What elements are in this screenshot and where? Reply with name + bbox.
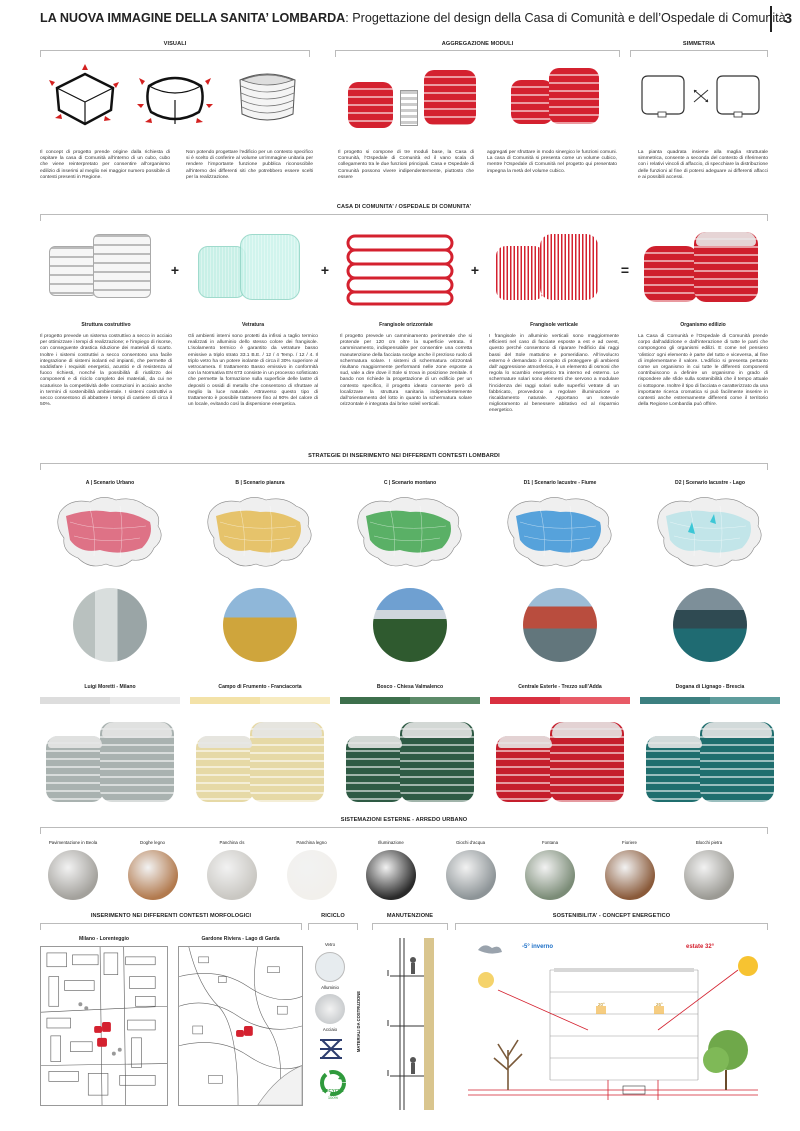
riciclo-alluminio-image <box>315 994 345 1024</box>
bracket-inserimento <box>40 923 302 929</box>
label-frangisole-orizzontale: Frangisole orizzontale <box>379 322 433 328</box>
scenario-title: D2 | Scenario lacustre - Lago <box>675 480 745 486</box>
section-riciclo: RICICLO <box>321 913 345 919</box>
section-sostenibilita: SOSTENIBILITA’ - CONCEPT ENERGETICO <box>552 913 671 919</box>
furniture-image <box>48 850 98 900</box>
visuali-text-2: Non potendo progettare l’edificio per un contesto specifico si è scelto di conferire al volume un’immagine unitaria per rendere l’importante funzione pubblica riconoscibile all’interno dei differenti siti che potrebbero essere scelti per la realizzazione. <box>186 150 313 180</box>
section-strategie: STRATEGIE DI INSERIMENTO NEI DIFFERENTI CONTESTI LOMBARDI <box>308 453 500 459</box>
bracket-simmetria <box>630 50 768 56</box>
text-vetratura: Gli ambienti interni sono protetti da infissi a taglio termico realizzati in alluminio dello stesso colore dei frangisole. L’isolamento termico è garantito da vetrature basso emissive a triplo strato 33.1 B.E. / 12 / 4 Temp. / 12 / 4. Il triplo vetro ha un potere isolante di circa il 30% superiore al vetrocamera. Il trattamento Basso emissivo in conformità con la Normativa EN 673 consiste in un processo sofisticato che permette la formazione sulla superficie delle lastre di depositi o ossidi di metallo che consentono di sfruttare al meglio la luce naturale. Attraverso questo tipo di trattamento è possibile trattenere fino al 90% del calore di un locale, evitando così la dispersione energetica. <box>188 334 318 408</box>
label-organismo: Organismo edilizio <box>680 322 726 328</box>
color-swatch <box>560 697 630 704</box>
simmetria-plans <box>638 72 763 120</box>
riciclo-acciaio-image <box>318 1036 344 1062</box>
scenario-title: D1 | Scenario lacustre - Fiume <box>523 480 597 486</box>
furniture-label: Panchina cls <box>219 840 245 845</box>
bracket-manutenzione <box>372 923 448 929</box>
section-manutenzione: MANUTENZIONE <box>386 913 434 919</box>
scenario-building <box>194 714 328 806</box>
section-casa: CASA DI COMUNITA’ / OSPEDALE DI COMUNITA’ <box>336 204 472 210</box>
energy-diagram <box>458 930 768 1114</box>
page-title: LA NUOVA IMMAGINE DELLA SANITA’ LOMBARDA: Progettazione del design della Casa di Comunità e dell’Ospedale di Comunità <box>40 11 786 25</box>
color-swatch <box>640 697 710 704</box>
recycle-label: RECYCLE <box>322 1088 344 1093</box>
label-frangisole-verticale: Frangisole verticale <box>530 322 578 328</box>
text-frangisole-orizzontale: Il progetto prevede un camminamento perimetrale che si protende per 120 cm oltre la superficie vetrata. Il camminamento, indispensabile per consentire una corretta manutenzione della facciata svolge anche il prezioso ruolo di schermatura solare. I sistemi di schermatura orizzontali risultano maggiormente performanti nelle zone esposte a sud, vale a dire dove il Sole si trova in posizione zenitale. Il bando non richiede la progettazione di un edificio per un contesto specifico, il progetto ideato consente però di localizzare la struttura sanitaria indipendentemente dall’orientamento del lotto in quanto la schermatura solare orizzontale è integrata dai brise soleil verticali. <box>340 334 472 408</box>
bracket-sistemazioni <box>40 827 768 833</box>
furniture-image <box>366 850 416 900</box>
furniture-image <box>684 850 734 900</box>
scenario-color-bar <box>190 697 330 704</box>
riciclo-vetro-image <box>315 952 345 982</box>
furniture-image <box>128 850 178 900</box>
scenario-place: Bosco - Chiesa Valmalenco <box>376 684 444 690</box>
visuali-building-render <box>230 62 305 128</box>
text-organismo: La Casa di Comunità e l’Ospedale di Comunità prende corpo dall’addizione e dall’interazione di tutte le parti che compongono gli organismi edilizi. E come nel pensiero ‘olistico’ ogni elemento è parte del tutto e viceversa, al fine di implementarne il valore. L’edificio si presenta pertanto come un organismo in cui tutte le differenti componenti contribuiscono a definire un organismo in grado di rispondere alle sfide sulla sostenibilità che il tempo attuale ci sottopone. Inoltre il tipo di facciata e caratterizzato da una importante ricerca cromatica si può facilmente inserire in contesti anche estremamente differenti come il territorio della Regione Lombardia può offrire. <box>638 334 768 408</box>
color-swatch <box>110 697 180 704</box>
furniture-label: Illuminazione <box>378 840 404 845</box>
aggregazione-text-2: aggregati per sfruttare in modo sinergico le funzioni comuni. La casa di Comunità si presenta come un volume cubico, mentre l’Ospedale di Comunità nel progetto qui presentato impegna la metà del volume cubico. <box>487 150 617 174</box>
color-swatch <box>40 697 110 704</box>
riciclo-alluminio-label: Alluminio <box>321 985 339 990</box>
summer-temperature: estate 32° <box>686 944 715 950</box>
aggregazione-exploded <box>340 60 485 135</box>
bracket-strategie <box>40 463 768 469</box>
inside-temp-left: 20° <box>598 1002 605 1007</box>
scenario-title: B | Scenario pianura <box>235 480 285 486</box>
operator-plus-2: + <box>320 262 330 278</box>
visuali-cube-2 <box>135 60 215 130</box>
scenario-color-bar <box>40 697 180 704</box>
scenario-color-bar <box>340 697 480 704</box>
furniture-image <box>287 850 337 900</box>
label-struttura: Struttura costruttivo <box>81 322 131 328</box>
furniture-image <box>605 850 655 900</box>
riciclo-acciaio-label: Acciaio <box>322 1027 338 1032</box>
scenario-photo <box>73 588 147 662</box>
map-milano <box>40 946 168 1106</box>
scenario-title: C | Scenario montano <box>383 480 437 486</box>
scenario-building <box>44 714 178 806</box>
scenario-building <box>494 714 628 806</box>
visuali-text-1: Il concept di progetto prende origine dalla richiesta di ospitare la casa di Comunità all’interno di un cubo, cubo che viene reinterpretato per consentire all’organismo edilizio di inserirsi al meglio nei maggior numero possibile di contesti presenti in Regione. <box>40 150 170 180</box>
scenario-building <box>644 714 778 806</box>
section-visuali: VISUALI <box>163 41 187 47</box>
manutenzione-section-drawing <box>380 936 445 1111</box>
render-struttura <box>45 228 157 308</box>
bracket-casa <box>40 214 768 220</box>
furniture-label: Fontana <box>541 840 559 845</box>
recycle-percent: 100% <box>327 1095 339 1100</box>
label-vetratura: Vetratura <box>241 322 265 328</box>
text-frangisole-verticale: I frangisole in alluminio verticali sono maggiormente efficienti nel caso di facciate esposte a est e ad ovest, questo perché consentono di riparare l’edificio dai raggi bassi del Sole mattutino e pomeridiano. All’involucro esterno è demandato il compito di proteggere gli ambienti dall’ aggressione atmosferica, è un elemento di osmosi che regola lo scambio energetico tra interno ed esterno. Le schermature solari sono elementi che servono a modulare l’incidenza dei raggi solari sulle superfici vetrate di un fabbricato, provvedono a regolare illuminazione e riscaldamento naturale. Apportano un notevole miglioramento al benessere abitativo ed al risparmio energetico. <box>489 334 619 414</box>
color-swatch <box>340 697 410 704</box>
map-label-gardone: Gardone Riviera - Lago di Garda <box>201 936 280 942</box>
color-swatch <box>410 697 480 704</box>
bracket-visuali <box>40 50 310 56</box>
color-swatch <box>260 697 330 704</box>
text-struttura: Il progetto prevede un sistema costruttivo a secco in acciaio per ottimizzare i tempi di realizzazione; e l’impiego di risorse, con conseguente drastica riduzione dei materiali di scarto. Inoltre i sistemi costruttivi a secco consentono una facile integrazione di sistemi isolanti ed impianti, che permette di soddisfare i requisiti energetici, acustici e di resistenza al fuoco richiesti, nonché la possibilità di riutilizzo dei componenti e di riciclo completo dei materiali, da cui ne scaturisce la competitività delle costruzioni in acciaio anche in termini di sostenibilità ambientale. I sistemi costruttivi a secco consentono di abbattere i tempi di cantiere di circa il 50%. <box>40 334 172 408</box>
render-frangisole-orizzontale <box>340 226 460 310</box>
color-swatch <box>710 697 780 704</box>
winter-temperature: -5° inverno <box>522 944 554 950</box>
furniture-label: Panchina legno <box>296 840 327 845</box>
bracket-riciclo <box>308 923 358 929</box>
furniture-image <box>446 850 496 900</box>
furniture-label: Blocchi pietra <box>695 840 723 845</box>
aggregazione-text-1: Il progetto si compone di tre moduli base, la Casa di Comunità, l’Ospedale di Comunità ed il vano scala di collegamento tra le due funzioni principali. Casa e Ospedale di Comunità possono vivere indipendentemente, piuttosto che essere <box>338 150 474 180</box>
materiali-side-label-box <box>356 976 362 1066</box>
render-vetratura <box>192 228 307 310</box>
scenario-map <box>50 492 168 574</box>
scenario-color-bar <box>640 697 780 704</box>
bracket-aggregazione <box>335 50 620 56</box>
scenario-title: A | Scenario Urbano <box>85 480 135 486</box>
scenario-place: Centrale Esterle - Trezzo sull’Adda <box>518 684 602 690</box>
color-swatch <box>490 697 560 704</box>
furniture-label: Doghe legno <box>140 840 165 845</box>
render-organismo <box>640 226 765 310</box>
section-simmetria: SIMMETRIA <box>682 41 716 47</box>
inside-temp-right: 26° <box>656 1002 663 1007</box>
color-swatch <box>190 697 260 704</box>
operator-plus-1: + <box>170 262 180 278</box>
scenario-place: Luigi Moretti - Milano <box>84 684 136 690</box>
page-number: 3 <box>770 6 792 32</box>
scenario-place: Dogana di Lignago - Brescia <box>675 684 745 690</box>
furniture-label: Pavimentazione in Beola <box>48 840 98 845</box>
render-frangisole-verticale <box>490 228 605 310</box>
furniture-label: Giochi d’acqua <box>455 840 486 845</box>
operator-plus-3: + <box>470 262 480 278</box>
scenario-map <box>650 492 768 574</box>
riciclo-vetro-label: Vetro <box>324 942 336 947</box>
scenario-photo <box>523 588 597 662</box>
map-label-milano: Milano - Lorenteggio <box>78 936 130 942</box>
scenario-color-bar <box>490 697 630 704</box>
bracket-sostenibilita <box>455 923 768 929</box>
section-aggregazione: AGGREGAZIONE MODULI <box>441 41 514 47</box>
operator-equals: = <box>620 262 630 278</box>
materiali-side-label: MATERIALI DA COSTRUZIONE <box>356 990 362 1052</box>
scenario-map <box>350 492 468 574</box>
riciclo-panel <box>312 936 362 1112</box>
scenario-photo <box>223 588 297 662</box>
furniture-image <box>207 850 257 900</box>
scenario-map <box>200 492 318 574</box>
visuali-cube-1 <box>45 60 125 130</box>
scenario-photo <box>673 588 747 662</box>
scenario-map <box>500 492 618 574</box>
section-inserimento: INSERIMENTO NEI DIFFERENTI CONTESTI MORFOLOGICI <box>90 913 252 919</box>
furniture-label: Fioriere <box>622 840 637 845</box>
simmetria-text: La pianta quadrata insieme alla maglia strutturale simmetrica, consente a seconda del contesto di riferimento con i relativi vincoli di affaccio, di specchiare la distribuzione delle funzioni al fine di potersi adeguare ai differenti affacci e ai possibili accessi. <box>638 150 768 180</box>
scenario-building <box>344 714 478 806</box>
scenario-photo <box>373 588 447 662</box>
map-gardone <box>178 946 303 1106</box>
section-sistemazioni: SISTEMAZIONI ESTERNE - ARREDO URBANO <box>340 817 468 823</box>
furniture-image <box>525 850 575 900</box>
aggregazione-assembled <box>505 62 605 132</box>
scenario-place: Campo di Frumento - Franciacorta <box>218 684 302 690</box>
